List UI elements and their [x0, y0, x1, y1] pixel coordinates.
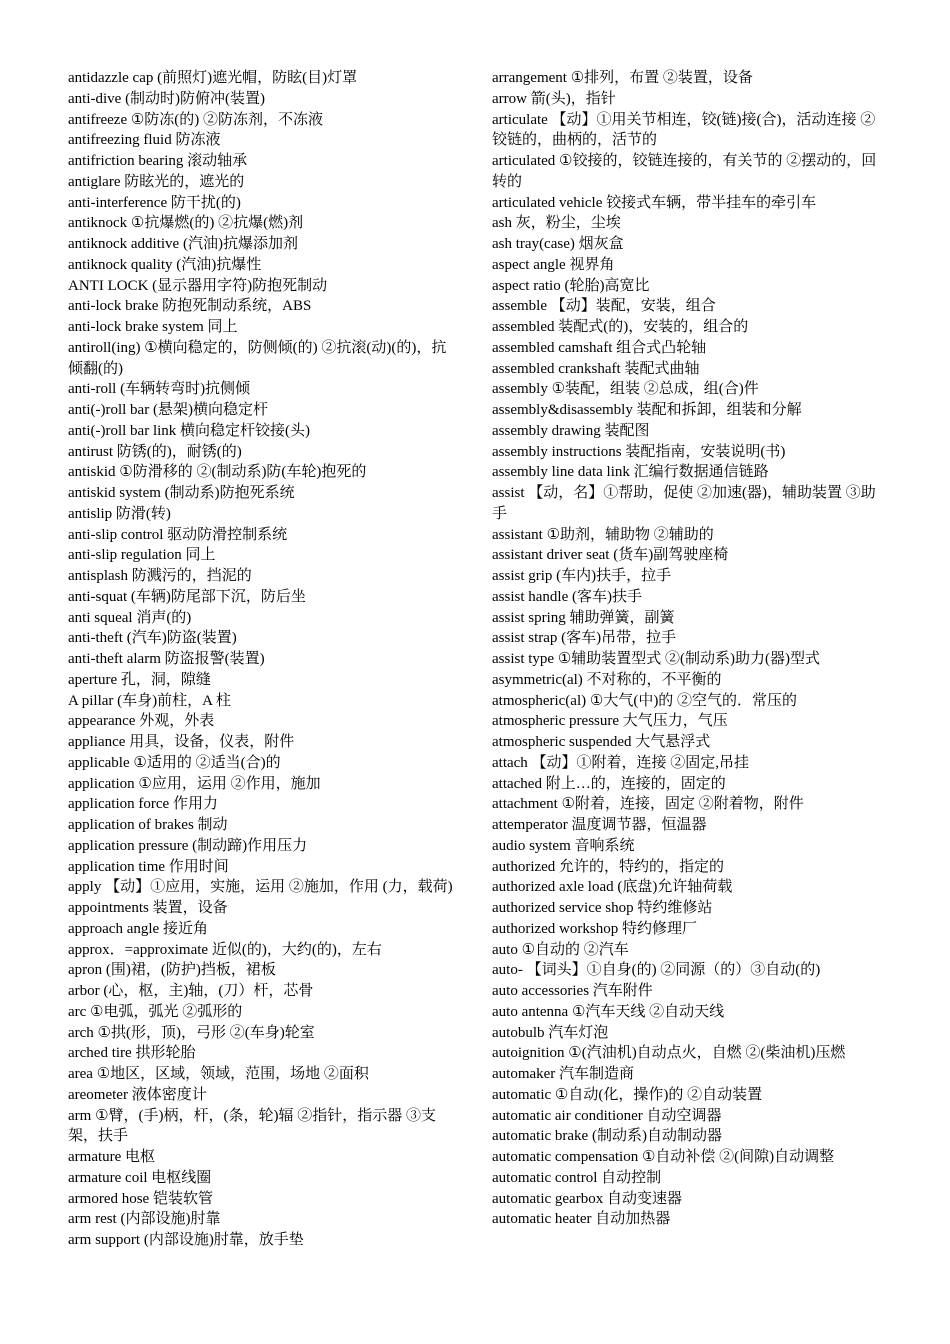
- dictionary-entry: attached 附上…的，连接的，固定的: [492, 775, 726, 792]
- dictionary-entry: assembly ①装配，组装 ②总成，组(合)件: [492, 381, 759, 398]
- dictionary-entry: auto antenna ①汽车天线 ②自动天线: [492, 1003, 725, 1020]
- dictionary-entry: assembled crankshaft 装配式曲轴: [492, 360, 700, 377]
- dictionary-entry: application pressure (制动蹄)作用压力: [68, 837, 308, 854]
- dictionary-entry: auto accessories 汽车附件: [492, 983, 653, 999]
- dictionary-entry: armored hose 铠装软管: [68, 1190, 213, 1207]
- dictionary-entry: assembly&disassembly 装配和拆卸，组装和分解: [492, 402, 802, 418]
- dictionary-entry: antifreeze ①防冻(的) ②防冻剂，不冻液: [68, 111, 324, 128]
- dictionary-entry: approach angle 接近角: [68, 920, 208, 937]
- dictionary-entry: approx．=approximate 近似(的)，大约(的)，左右: [68, 941, 382, 958]
- dictionary-entry: anti-theft alarm 防盗报警(装置): [68, 651, 265, 667]
- dictionary-entry: assist grip (车内)扶手，拉手: [492, 568, 672, 584]
- dictionary-entry: autoignition ①(汽油机)自动点火，自燃 ②(柴油机)压燃: [492, 1045, 846, 1062]
- dictionary-entry: autobulb 汽车灯泡: [492, 1024, 609, 1041]
- dictionary-entry: anti-theft (汽车)防盗(装置): [68, 630, 237, 647]
- dictionary-entry: assistant driver seat (货车)副驾驶座椅: [492, 547, 729, 564]
- dictionary-entry: applicable ①适用的 ②适当(合)的: [68, 754, 281, 771]
- dictionary-entry: anti-lock brake system 同上: [68, 319, 238, 335]
- dictionary-entry: anti-interference 防干扰(的): [68, 194, 241, 211]
- dictionary-entry: anti squeal 消声(的): [68, 609, 192, 626]
- dictionary-entry: automaker 汽车制造商: [492, 1066, 635, 1082]
- dictionary-entry: anti-slip regulation 同上: [68, 547, 216, 564]
- dictionary-entry: attemperator 温度调节器，恒温器: [492, 817, 707, 833]
- dictionary-entry: asymmetric(al) 不对称的，不平衡的: [492, 671, 722, 688]
- dictionary-entry: authorized axle load (底盘)允许轴荷载: [492, 879, 733, 896]
- dictionary-entry: auto ①自动的 ②汽车: [492, 941, 629, 958]
- dictionary-entry: antislip 防滑(转): [68, 505, 171, 522]
- dictionary-entry: anti-roll (车辆转弯时)抗侧倾: [68, 381, 251, 398]
- dictionary-entry: automatic gearbox 自动变速器: [492, 1190, 682, 1207]
- dictionary-entry: authorized workshop 特约修理厂: [492, 920, 697, 937]
- dictionary-entry: antiskid ①防滑移的 ②(制动系)防(车轮)抱死的: [68, 464, 367, 481]
- dictionary-entry: anti-slip control 驱动防滑控制系统: [68, 526, 288, 543]
- dictionary-entry: application time 作用时间: [68, 858, 229, 875]
- dictionary-entry: arm support (内部设施)肘靠，放手垫: [68, 1232, 304, 1248]
- dictionary-entry: assistant ①助剂，辅助物 ②辅助的: [492, 526, 714, 543]
- dictionary-entry: application ①应用，运用 ②作用，施加: [68, 775, 321, 792]
- dictionary-entry: appearance 外观，外表: [68, 713, 215, 730]
- dictionary-entry: appointments 装置，设备: [68, 900, 228, 916]
- dictionary-entry: arch ①拱(形，顶)，弓形 ②(车身)轮室: [68, 1024, 315, 1041]
- dictionary-entry: antiglare 防眩光的，遮光的: [68, 173, 245, 190]
- dictionary-entry: aperture 孔，洞，隙缝: [68, 671, 211, 688]
- dictionary-entry: appliance 用具，设备，仪表，附件: [68, 734, 295, 750]
- dictionary-entry: antirust 防锈(的)，耐锈(的): [68, 443, 242, 460]
- dictionary-entry: apply 【动】①应用，实施，运用 ②施加，作用 (力，载荷): [68, 879, 453, 896]
- dictionary-entry: assist spring 辅助弹簧，副簧: [492, 609, 675, 626]
- dictionary-entry: automatic brake (制动系)自动制动器: [492, 1128, 722, 1145]
- dictionary-entry: arm ①臂，(手)柄，杆，(条，轮)辐 ②指针，指示器 ③支架，扶手: [68, 1107, 437, 1145]
- dictionary-entry: authorized 允许的，特约的，指定的: [492, 858, 725, 875]
- dictionary-entry: assembled camshaft 组合式凸轮轴: [492, 339, 707, 356]
- dictionary-entry: authorized service shop 特约维修站: [492, 900, 713, 916]
- dictionary-entry: anti(-)roll bar link 横向稳定杆铰接(头): [68, 422, 311, 439]
- dictionary-entry: apron (围)裙，(防护)挡板，裙板: [68, 962, 276, 979]
- dictionary-entry: arrow 箭(头)，指针: [492, 90, 616, 107]
- dictionary-entry: assembly drawing 装配图: [492, 422, 650, 439]
- dictionary-entry: anti-squat (车辆)防尾部下沉，防后坐: [68, 588, 306, 605]
- dictionary-entry: automatic compensation ①自动补偿 ②(间隙)自动调整: [492, 1149, 835, 1165]
- dictionary-entry: attach 【动】①附着，连接 ②固定,吊挂: [492, 754, 750, 771]
- dictionary-entry: automatic control 自动控制: [492, 1169, 662, 1186]
- dictionary-entry: arbor (心，枢，主)轴，(刀）杆，芯骨: [68, 983, 314, 999]
- dictionary-entry: atmospheric suspended 大气悬浮式: [492, 734, 711, 750]
- dictionary-entry: articulated vehicle 铰接式车辆，带半挂车的牵引车: [492, 194, 817, 211]
- dictionary-entry: A pillar (车身)前柱，A 柱: [68, 692, 231, 709]
- dictionary-entry: antiknock ①抗爆燃(的) ②抗爆(燃)剂: [68, 215, 304, 232]
- dictionary-entry: assemble 【动】装配，安装，组合: [492, 298, 716, 315]
- dictionary-entry: application of brakes 制动: [68, 817, 228, 833]
- dictionary-entry: atmospheric pressure 大气压力，气压: [492, 713, 728, 730]
- dictionary-entry: area ①地区，区域，领域，范围，场地 ②面积: [68, 1066, 369, 1082]
- dictionary-entry: application force 作用力: [68, 796, 218, 813]
- dictionary-entry: assist handle (客车)扶手: [492, 588, 642, 605]
- dictionary-entry: anti(-)roll bar (悬架)横向稳定杆: [68, 402, 268, 418]
- dictionary-entry: arc ①电弧，弧光 ②弧形的: [68, 1003, 243, 1020]
- dictionary-entry: assist type ①辅助装置型式 ②(制动系)助力(器)型式: [492, 651, 821, 667]
- dictionary-entry: assembly line data link 汇编行数据通信链路: [492, 464, 769, 481]
- dictionary-entry: aspect angle 视界角: [492, 256, 615, 273]
- dictionary-entry: antiknock additive (汽油)抗爆添加剂: [68, 236, 298, 252]
- dictionary-entry: aspect ratio (轮胎)高宽比: [492, 277, 650, 294]
- dictionary-entry: antidazzle cap (前照灯)遮光帽，防眩(目)灯罩: [68, 70, 358, 86]
- dictionary-entry: articulate 【动】①用关节相连，铰(链)接(合)，活动连接 ②铰链的，曲柄的，活节的: [492, 111, 876, 149]
- dictionary-entry: anti-dive (制动时)防俯冲(装置): [68, 90, 266, 107]
- dictionary-entry: atmospheric(al) ①大气(中)的 ②空气的．常压的: [492, 692, 798, 709]
- dictionary-entry: articulated ①铰接的，铰链连接的，有关节的 ②摆动的，回转的: [492, 153, 877, 190]
- dictionary-entry: ash 灰，粉尘，尘埃: [492, 215, 621, 232]
- dictionary-entry: areometer 液体密度计: [68, 1086, 207, 1103]
- dictionary-entry: arrangement ①排列，布置 ②装置，设备: [492, 70, 753, 86]
- dictionary-entry: armature coil 电枢线圈: [68, 1169, 212, 1186]
- dictionary-entry: antisplash 防溅污的，挡泥的: [68, 568, 252, 584]
- dictionary-entry: ash tray(case) 烟灰盒: [492, 236, 624, 252]
- dictionary-entry: automatic ①自动(化，操作)的 ②自动装置: [492, 1086, 763, 1103]
- dictionary-entry: antifreezing fluid 防冻液: [68, 132, 221, 149]
- right-column: [492, 68, 878, 1230]
- dictionary-entry: assist 【动，名】①帮助，促使 ②加速(器)，辅助装置 ③助手: [492, 485, 876, 522]
- dictionary-entry: audio system 音响系统: [492, 837, 635, 854]
- dictionary-entry: antiroll(ing) ①横向稳定的，防侧倾(的) ②抗滚(动)(的)，抗倾翻(的): [68, 339, 447, 377]
- dictionary-entry: automatic heater 自动加热器: [492, 1211, 671, 1228]
- dictionary-entry: attachment ①附着，连接，固定 ②附着物，附件: [492, 796, 804, 813]
- dictionary-entry: assist strap (客车)吊带，拉手: [492, 630, 677, 647]
- dictionary-entry: antiskid system (制动系)防抱死系统: [68, 485, 295, 501]
- dictionary-entry: automatic air conditioner 自动空调器: [492, 1107, 722, 1124]
- dictionary-entry: armature 电枢: [68, 1149, 156, 1165]
- dictionary-entry: ANTI LOCK (显示器用字符)防抱死制动: [68, 277, 328, 294]
- dictionary-entry: arched tire 拱形轮胎: [68, 1045, 196, 1062]
- dictionary-entry: assembled 装配式(的)，安装的，组合的: [492, 319, 749, 335]
- left-column: [68, 68, 454, 1251]
- dictionary-entry: arm rest (内部设施)肘靠: [68, 1211, 221, 1228]
- dictionary-entry: auto- 【词头】①自身(的) ②同源（的）③自动(的): [492, 962, 821, 979]
- dictionary-entry: antiknock quality (汽油)抗爆性: [68, 256, 262, 273]
- dictionary-entry: anti-lock brake 防抱死制动系统，ABS: [68, 298, 312, 315]
- dictionary-entry: assembly instructions 装配指南，安装说明(书): [492, 443, 786, 460]
- dictionary-entry: antifriction bearing 滚动轴承: [68, 153, 248, 169]
